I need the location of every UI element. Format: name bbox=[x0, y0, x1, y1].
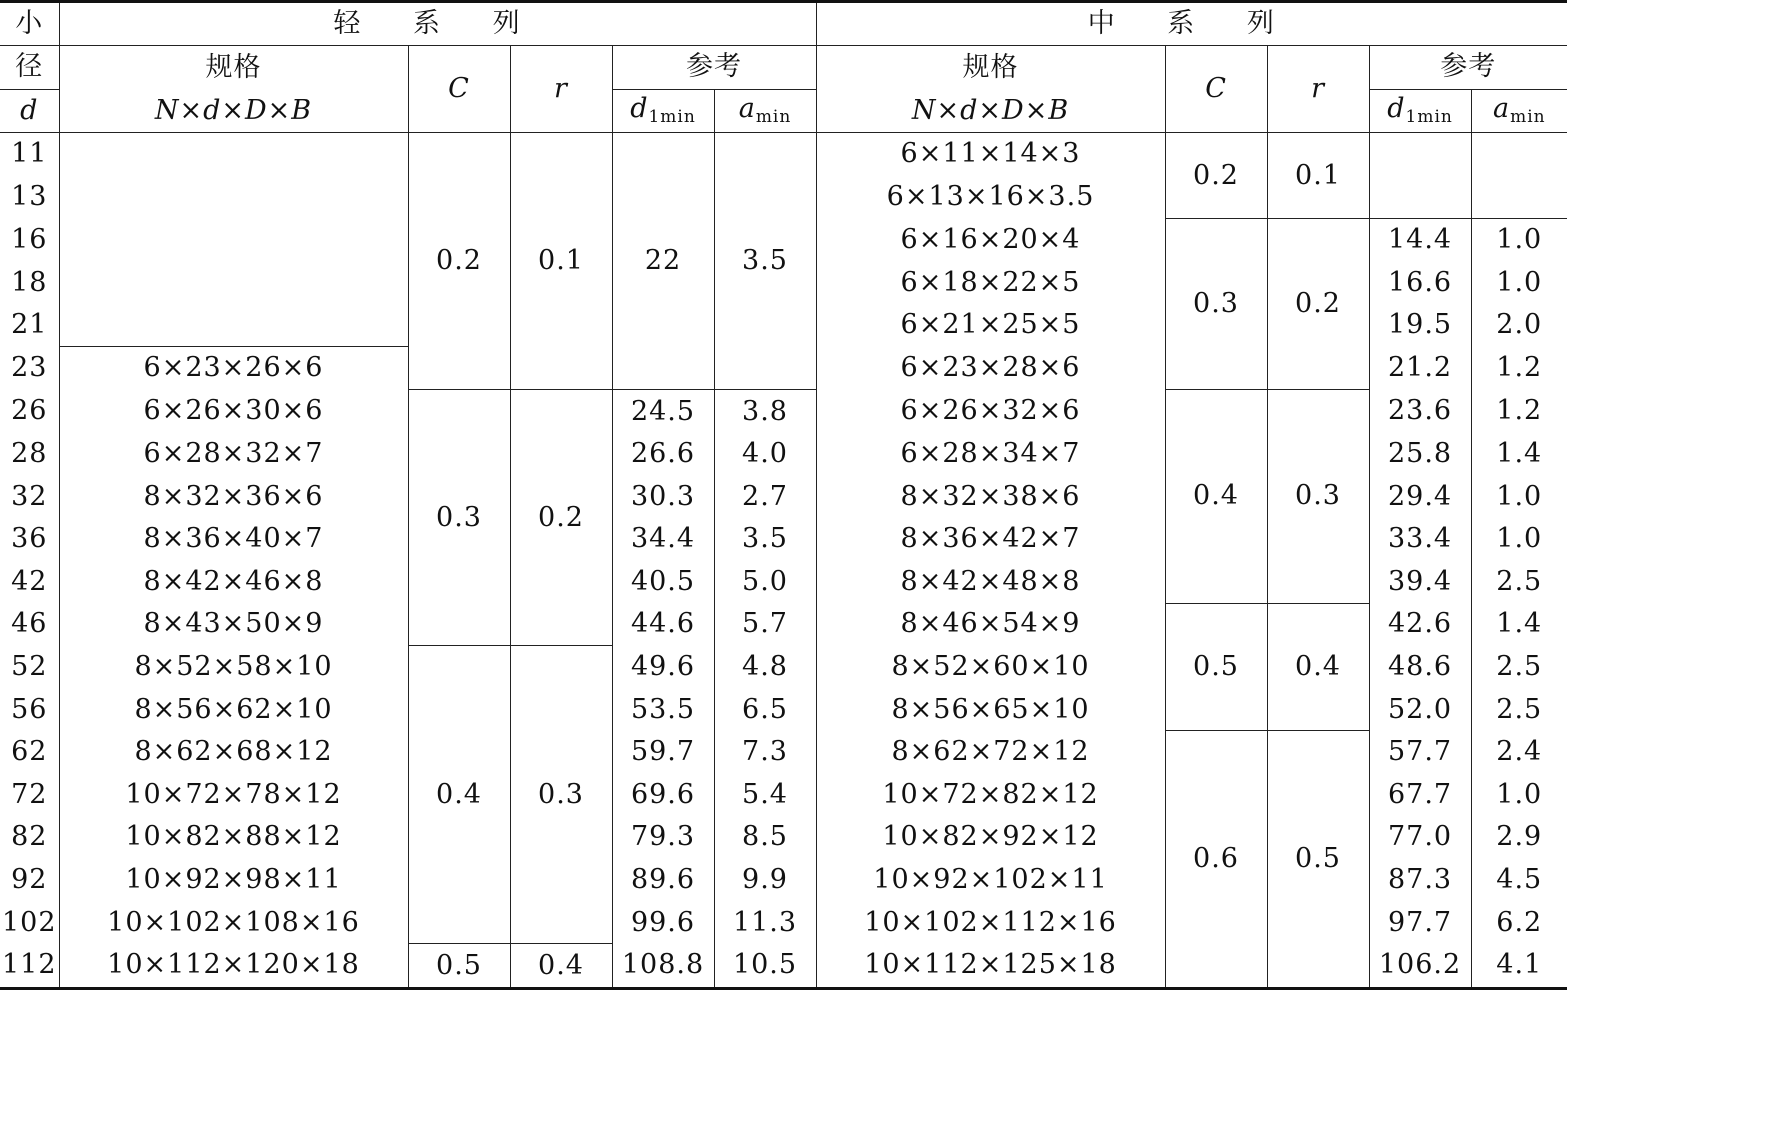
medium-d1min-cell: 21.2 bbox=[1369, 346, 1471, 389]
medium-r-cell: 0.4 bbox=[1267, 603, 1369, 731]
medium-d1min-cell: 23.6 bbox=[1369, 390, 1471, 433]
medium-amin-cell: 1.4 bbox=[1471, 433, 1567, 476]
light-d1min-header: $d_{1min}$ bbox=[612, 89, 714, 133]
medium-c-cell: 0.2 bbox=[1165, 133, 1267, 219]
light-spec-cell: 6×23×26×6 bbox=[59, 346, 408, 389]
medium-d1min-cell: 87.3 bbox=[1369, 859, 1471, 902]
light-spec-cell: 10×72×78×12 bbox=[59, 773, 408, 816]
minor-diameter-cell: 36 bbox=[0, 518, 59, 561]
medium-d1min-cell: 77.0 bbox=[1369, 816, 1471, 859]
medium-d1min-cell: 106.2 bbox=[1369, 944, 1471, 989]
minor-diameter-cell: 46 bbox=[0, 603, 59, 646]
table-row bbox=[0, 603, 1567, 646]
light-spec-cell-empty bbox=[59, 133, 408, 347]
medium-series-header: 中 系 列 bbox=[816, 2, 1567, 46]
medium-spec-cell: 8×36×42×7 bbox=[816, 518, 1165, 561]
light-amin-cell: 9.9 bbox=[714, 859, 816, 902]
medium-amin-cell: 2.5 bbox=[1471, 646, 1567, 689]
medium-r-cell: 0.5 bbox=[1267, 731, 1369, 989]
light-r-cell: 0.1 bbox=[510, 133, 612, 390]
light-amin-header: $a_{min}$ bbox=[714, 89, 816, 133]
minor-diameter-cell: 72 bbox=[0, 773, 59, 816]
medium-amin-cell: 2.5 bbox=[1471, 560, 1567, 603]
medium-spec-cell: 6×26×32×6 bbox=[816, 390, 1165, 433]
light-d1min-cell: 44.6 bbox=[612, 603, 714, 646]
medium-c-cell: 0.3 bbox=[1165, 218, 1267, 389]
medium-spec-cell: 6×13×16×3.5 bbox=[816, 176, 1165, 219]
light-d1min-cell: 89.6 bbox=[612, 859, 714, 902]
light-r-header: r bbox=[510, 46, 612, 133]
minor-diameter-cell: 112 bbox=[0, 944, 59, 989]
light-spec-cell: 8×52×58×10 bbox=[59, 646, 408, 689]
medium-c-cell: 0.4 bbox=[1165, 390, 1267, 603]
light-spec-cell: 10×102×108×16 bbox=[59, 901, 408, 944]
medium-spec-cell: 6×28×34×7 bbox=[816, 433, 1165, 476]
light-spec-cell: 8×56×62×10 bbox=[59, 688, 408, 731]
minor-diameter-cell: 16 bbox=[0, 218, 59, 261]
light-d1min-cell: 34.4 bbox=[612, 518, 714, 561]
medium-c-cell: 0.5 bbox=[1165, 603, 1267, 731]
light-amin-cell: 8.5 bbox=[714, 816, 816, 859]
light-d1min-cell: 53.5 bbox=[612, 688, 714, 731]
light-spec-cell: 8×36×40×7 bbox=[59, 518, 408, 561]
light-spec-cell: 10×112×120×18 bbox=[59, 944, 408, 989]
medium-d1min-cell: 67.7 bbox=[1369, 773, 1471, 816]
light-spec-cell: 8×43×50×9 bbox=[59, 603, 408, 646]
table-row bbox=[0, 390, 1567, 433]
medium-amin-cell: 1.0 bbox=[1471, 218, 1567, 261]
table-row bbox=[0, 133, 1567, 176]
medium-d1min-cell: 19.5 bbox=[1369, 304, 1471, 347]
medium-amin-cell: 4.1 bbox=[1471, 944, 1567, 989]
light-spec-header: 规格 N×d×D×B bbox=[59, 46, 408, 133]
minor-diameter-cell: 102 bbox=[0, 901, 59, 944]
light-r-cell: 0.3 bbox=[510, 646, 612, 944]
medium-r-cell: 0.2 bbox=[1267, 218, 1369, 389]
medium-d1min-cell: 48.6 bbox=[1369, 646, 1471, 689]
light-amin-cell: 2.7 bbox=[714, 475, 816, 518]
light-d1min-cell: 40.5 bbox=[612, 560, 714, 603]
light-spec-cell: 6×28×32×7 bbox=[59, 433, 408, 476]
medium-spec-cell: 10×82×92×12 bbox=[816, 816, 1165, 859]
minor-diameter-cell: 56 bbox=[0, 688, 59, 731]
table-body bbox=[0, 133, 1567, 989]
minor-diameter-cell: 52 bbox=[0, 646, 59, 689]
medium-c-header: C bbox=[1165, 46, 1267, 133]
medium-r-header: r bbox=[1267, 46, 1369, 133]
light-d1min-cell: 22 bbox=[612, 133, 714, 390]
medium-amin-cell: 1.0 bbox=[1471, 261, 1567, 304]
light-d1min-cell: 59.7 bbox=[612, 731, 714, 774]
medium-reference-header: 参考 bbox=[1369, 46, 1567, 90]
medium-spec-cell: 6×21×25×5 bbox=[816, 304, 1165, 347]
minor-diameter-cell: 92 bbox=[0, 859, 59, 902]
medium-d1min-cell: 39.4 bbox=[1369, 560, 1471, 603]
medium-spec-cell: 6×18×22×5 bbox=[816, 261, 1165, 304]
medium-d1min-cell: 14.4 bbox=[1369, 218, 1471, 261]
light-spec-cell: 8×42×46×8 bbox=[59, 560, 408, 603]
light-d1min-cell: 99.6 bbox=[612, 901, 714, 944]
light-amin-cell: 4.0 bbox=[714, 433, 816, 476]
medium-spec-cell: 6×16×20×4 bbox=[816, 218, 1165, 261]
medium-amin-cell: 1.2 bbox=[1471, 390, 1567, 433]
light-c-cell: 0.4 bbox=[408, 646, 510, 944]
medium-amin-cell: 2.0 bbox=[1471, 304, 1567, 347]
medium-d1min-cell: 33.4 bbox=[1369, 518, 1471, 561]
medium-spec-header: 规格 N×d×D×B bbox=[816, 46, 1165, 133]
light-amin-cell: 5.0 bbox=[714, 560, 816, 603]
medium-amin-cell: 1.0 bbox=[1471, 773, 1567, 816]
light-series-header: 轻 系 列 bbox=[59, 2, 816, 46]
light-d1min-cell: 79.3 bbox=[612, 816, 714, 859]
medium-amin-cell: 1.4 bbox=[1471, 603, 1567, 646]
light-amin-cell: 5.7 bbox=[714, 603, 816, 646]
light-c-cell: 0.2 bbox=[408, 133, 510, 390]
medium-spec-cell: 8×62×72×12 bbox=[816, 731, 1165, 774]
minor-diameter-cell: 13 bbox=[0, 176, 59, 219]
medium-amin-cell: 4.5 bbox=[1471, 859, 1567, 902]
medium-spec-cell: 10×112×125×18 bbox=[816, 944, 1165, 989]
medium-d1min-cell: 29.4 bbox=[1369, 475, 1471, 518]
minor-diameter-cell: 21 bbox=[0, 304, 59, 347]
medium-amin-cell: 2.4 bbox=[1471, 731, 1567, 774]
light-c-cell: 0.5 bbox=[408, 944, 510, 989]
header-row-2 bbox=[0, 46, 1567, 90]
medium-d1min-cell: 57.7 bbox=[1369, 731, 1471, 774]
medium-d1min-cell: 42.6 bbox=[1369, 603, 1471, 646]
minor-diameter-cell: 32 bbox=[0, 475, 59, 518]
medium-spec-cell: 10×92×102×11 bbox=[816, 859, 1165, 902]
light-reference-header: 参考 bbox=[612, 46, 816, 90]
medium-amin-cell: 1.0 bbox=[1471, 475, 1567, 518]
medium-r-cell: 0.3 bbox=[1267, 390, 1369, 603]
medium-d1min-cell-empty bbox=[1369, 133, 1471, 219]
light-r-cell: 0.2 bbox=[510, 390, 612, 646]
light-d1min-cell: 24.5 bbox=[612, 390, 714, 433]
light-amin-cell: 11.3 bbox=[714, 901, 816, 944]
light-amin-cell: 3.8 bbox=[714, 390, 816, 433]
light-d1min-cell: 108.8 bbox=[612, 944, 714, 989]
table-row bbox=[0, 731, 1567, 774]
medium-spec-cell: 6×11×14×3 bbox=[816, 133, 1165, 176]
light-d1min-cell: 26.6 bbox=[612, 433, 714, 476]
light-amin-cell: 5.4 bbox=[714, 773, 816, 816]
light-spec-cell: 10×82×88×12 bbox=[59, 816, 408, 859]
medium-spec-cell: 6×23×28×6 bbox=[816, 346, 1165, 389]
medium-d1min-cell: 25.8 bbox=[1369, 433, 1471, 476]
medium-c-cell: 0.6 bbox=[1165, 731, 1267, 989]
minor-diameter-cell: 28 bbox=[0, 433, 59, 476]
light-d1min-cell: 69.6 bbox=[612, 773, 714, 816]
light-amin-cell: 4.8 bbox=[714, 646, 816, 689]
medium-spec-cell: 10×102×112×16 bbox=[816, 901, 1165, 944]
light-d1min-cell: 49.6 bbox=[612, 646, 714, 689]
light-c-cell: 0.3 bbox=[408, 390, 510, 646]
minor-diameter-cell: 62 bbox=[0, 731, 59, 774]
header-row-1 bbox=[0, 2, 1567, 46]
light-spec-cell: 6×26×30×6 bbox=[59, 390, 408, 433]
light-c-header: C bbox=[408, 46, 510, 133]
minor-diameter-cell: 26 bbox=[0, 390, 59, 433]
medium-amin-cell: 6.2 bbox=[1471, 901, 1567, 944]
medium-r-cell: 0.1 bbox=[1267, 133, 1369, 219]
light-d1min-cell: 30.3 bbox=[612, 475, 714, 518]
medium-spec-cell: 8×46×54×9 bbox=[816, 603, 1165, 646]
light-amin-cell: 7.3 bbox=[714, 731, 816, 774]
minor-diameter-cell: 18 bbox=[0, 261, 59, 304]
medium-spec-cell: 8×52×60×10 bbox=[816, 646, 1165, 689]
medium-d1min-cell: 16.6 bbox=[1369, 261, 1471, 304]
medium-d1min-header: $d_{1min}$ bbox=[1369, 89, 1471, 133]
light-r-cell: 0.4 bbox=[510, 944, 612, 989]
medium-d1min-cell: 97.7 bbox=[1369, 901, 1471, 944]
light-amin-cell: 3.5 bbox=[714, 133, 816, 390]
minor-diameter-header-char2: 径 bbox=[0, 46, 59, 90]
medium-spec-cell: 10×72×82×12 bbox=[816, 773, 1165, 816]
medium-amin-cell: 1.0 bbox=[1471, 518, 1567, 561]
light-spec-cell: 8×62×68×12 bbox=[59, 731, 408, 774]
minor-diameter-cell: 82 bbox=[0, 816, 59, 859]
minor-diameter-cell: 42 bbox=[0, 560, 59, 603]
minor-diameter-cell: 11 bbox=[0, 133, 59, 176]
medium-d1min-cell: 52.0 bbox=[1369, 688, 1471, 731]
medium-spec-cell: 8×32×38×6 bbox=[816, 475, 1165, 518]
light-spec-cell: 10×92×98×11 bbox=[59, 859, 408, 902]
light-amin-cell: 6.5 bbox=[714, 688, 816, 731]
medium-amin-header: $a_{min}$ bbox=[1471, 89, 1567, 133]
medium-amin-cell-empty bbox=[1471, 133, 1567, 219]
medium-spec-cell: 8×56×65×10 bbox=[816, 688, 1165, 731]
minor-diameter-header-char1: 小 bbox=[0, 2, 59, 46]
light-spec-cell: 8×32×36×6 bbox=[59, 475, 408, 518]
minor-diameter-cell: 23 bbox=[0, 346, 59, 389]
light-amin-cell: 10.5 bbox=[714, 944, 816, 989]
light-amin-cell: 3.5 bbox=[714, 518, 816, 561]
medium-amin-cell: 2.5 bbox=[1471, 688, 1567, 731]
medium-spec-cell: 8×42×48×8 bbox=[816, 560, 1165, 603]
medium-amin-cell: 1.2 bbox=[1471, 346, 1567, 389]
minor-diameter-header-symbol: d bbox=[0, 89, 59, 133]
medium-amin-cell: 2.9 bbox=[1471, 816, 1567, 859]
